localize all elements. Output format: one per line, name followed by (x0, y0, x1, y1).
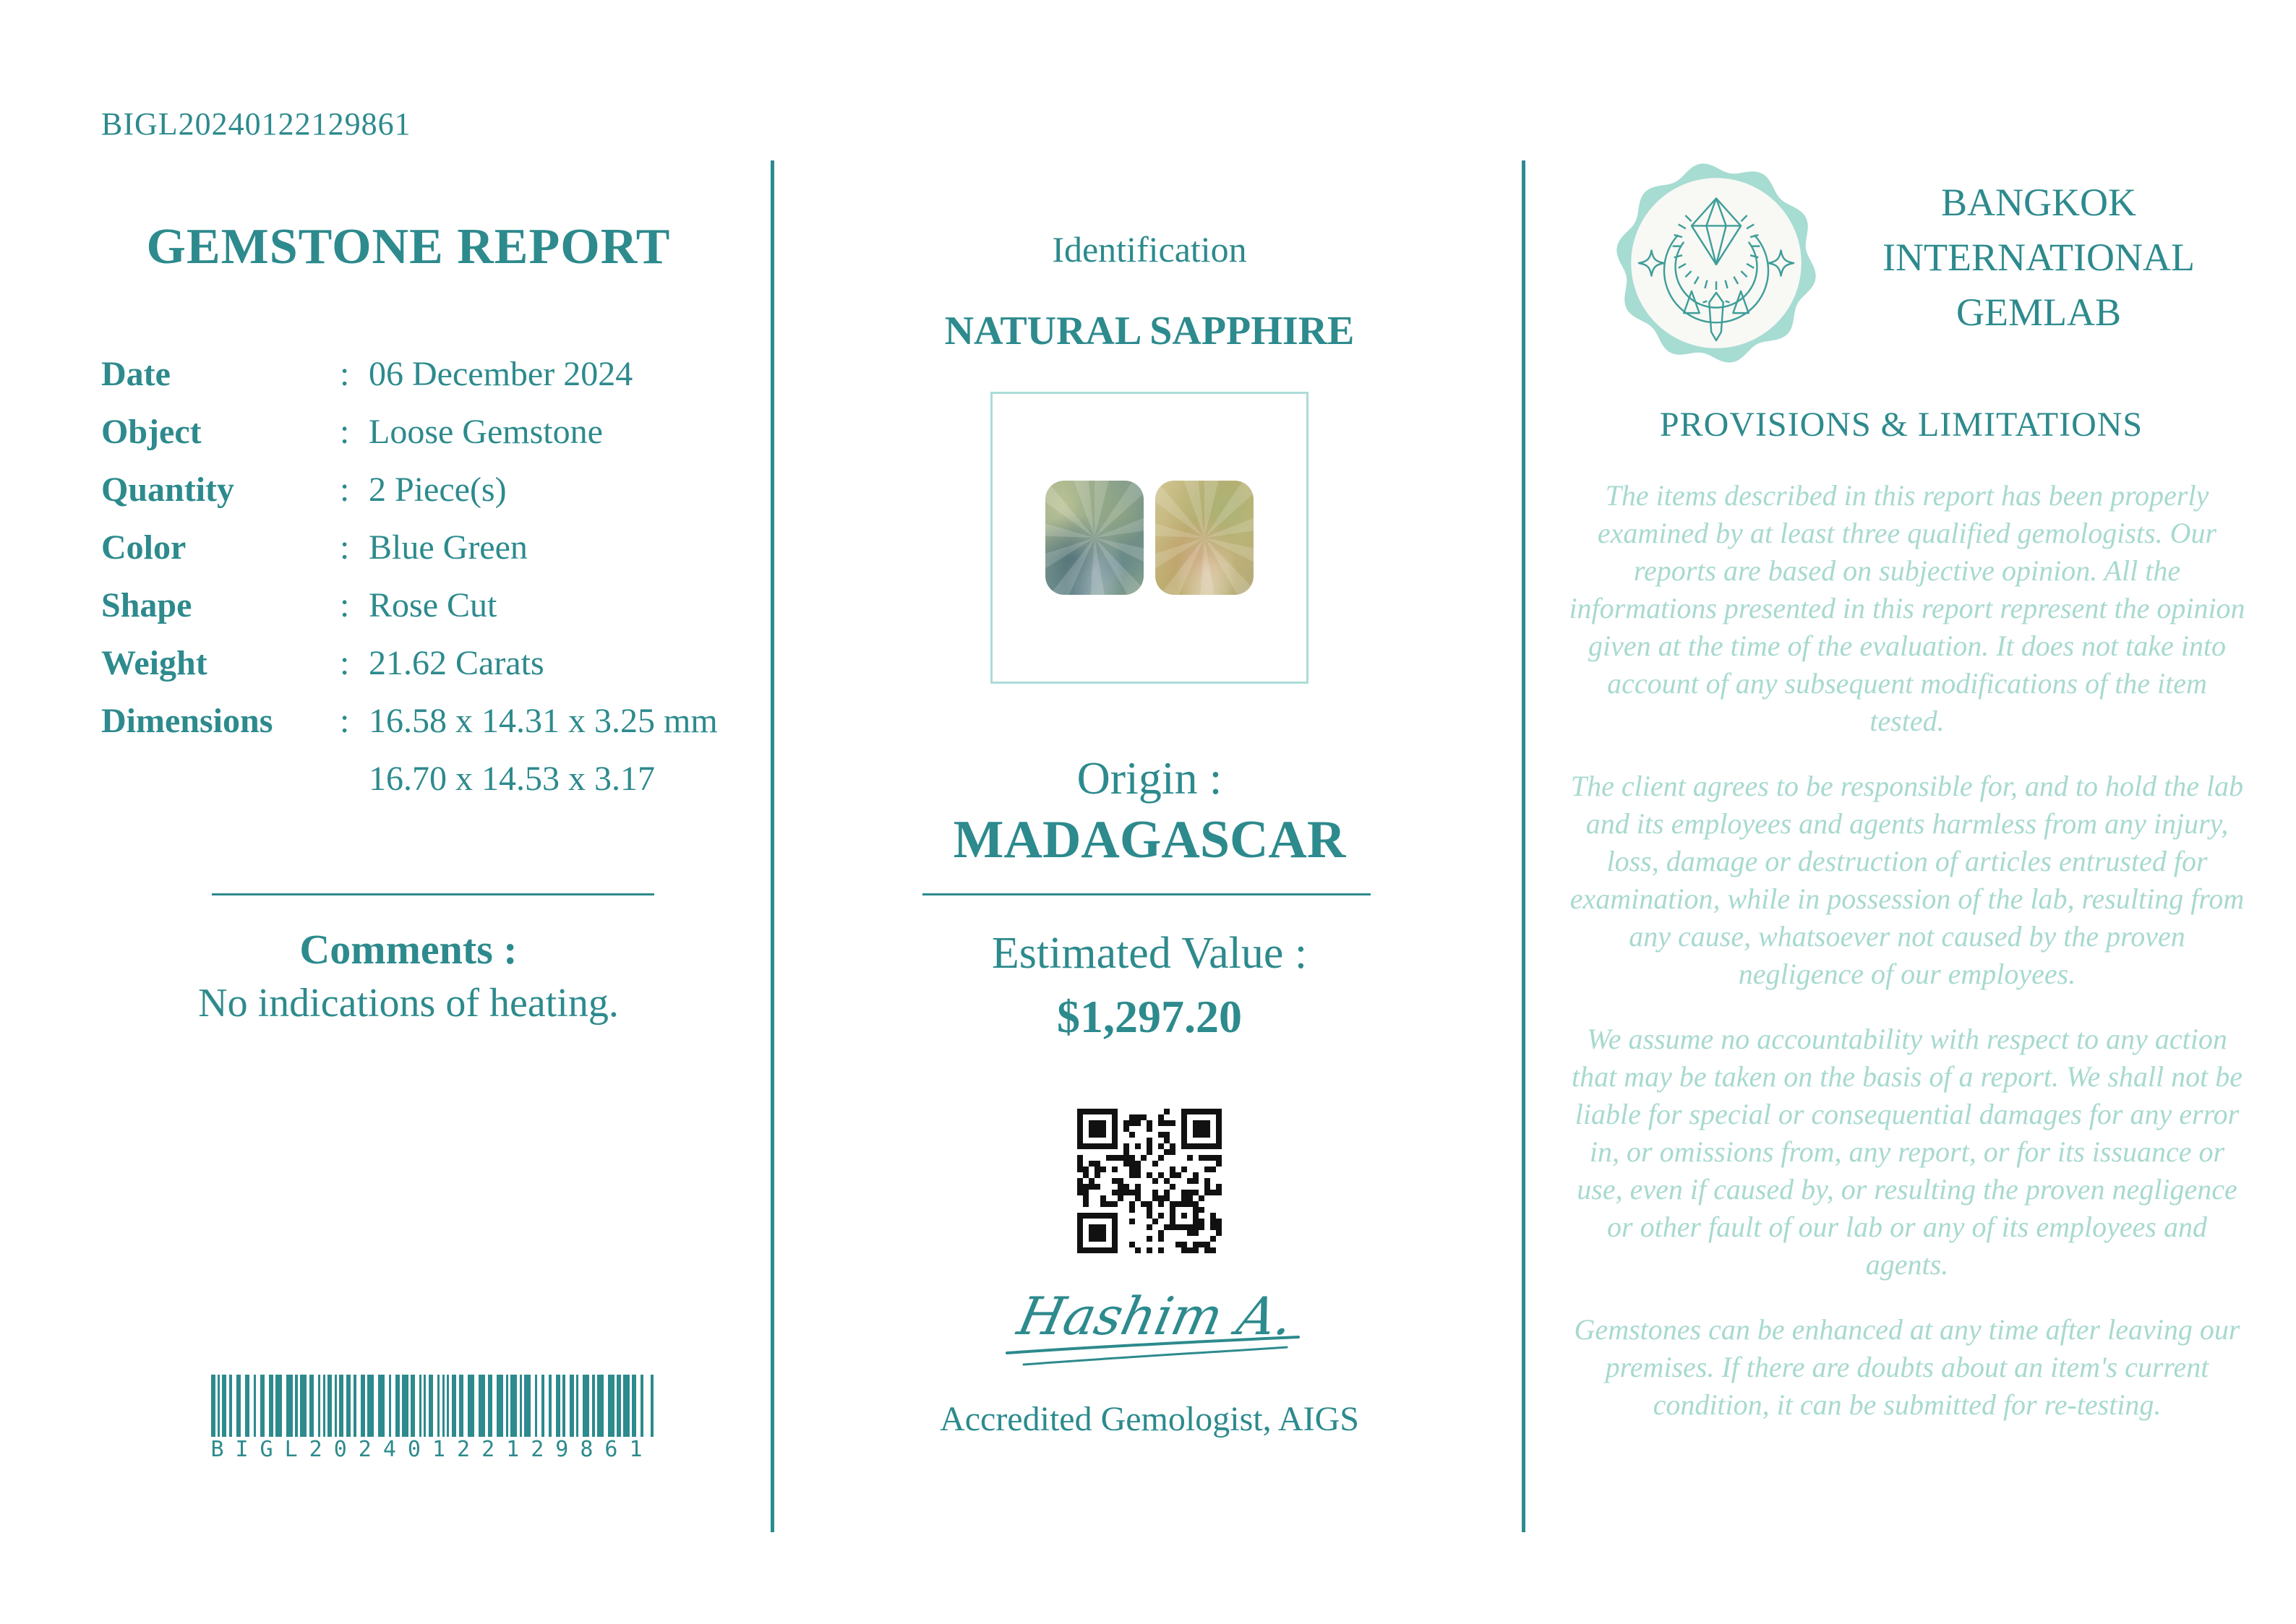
gemstone-photo (990, 392, 1308, 684)
column-divider-left (771, 160, 774, 1532)
provisions-paragraph-4: Gemstones can be enhanced at any time after leaving our premises. If there are doubts about an item's current condition, it can be submitted for re-testing. (1574, 1313, 2240, 1421)
field-value-weight: 21.62 Carats (369, 644, 544, 682)
report-fields (101, 345, 737, 808)
lab-name-line-2: INTERNATIONAL (1882, 236, 2195, 279)
field-value-color: Blue Green (369, 528, 528, 567)
field-row-color (101, 519, 737, 577)
signature (996, 1278, 1307, 1386)
field-colon: : (340, 528, 350, 567)
field-value-object: Loose Gemstone (369, 413, 603, 451)
provisions-paragraph-1: The items described in this report has been properly examined by at least three qualified gemologists. Our reports are based on subjective opinion. All the informations presented in this report represent the opinion given at the time of the evaluation. It does not take into account of any subsequent modifications of the item tested. (1569, 479, 2245, 737)
field-row-shape (101, 577, 737, 635)
field-label-dimensions: Dimensions (101, 702, 273, 740)
comments-heading: Comments : (299, 926, 518, 973)
field-value-date: 06 December 2024 (369, 355, 633, 393)
identification-heading: Identification (1052, 229, 1247, 270)
comments-divider (212, 893, 654, 895)
lab-name (1836, 175, 2241, 340)
field-colon: : (340, 644, 350, 682)
field-label-color: Color (101, 528, 187, 567)
species-name: NATURAL SAPPHIRE (944, 309, 1355, 353)
value-divider (922, 893, 1371, 895)
provisions-paragraph-3: We assume no accountability with respect to any action that may be taken on the basis of a report. We shall not be liable for special or consequential damages for any error in, or omissions from, any report, or for its issuance or use, even if caused by, or resulting the proven negligence or other fault of our lab or any of its employees and agents. (1571, 1023, 2243, 1281)
field-row-quantity (101, 461, 737, 519)
gemstone-image-left (1045, 481, 1144, 595)
column-divider-right (1522, 160, 1525, 1532)
field-colon: : (340, 355, 350, 393)
field-label-shape: Shape (101, 586, 192, 624)
lab-name-line-3: GEMLAB (1956, 291, 2121, 334)
lab-name-line-1: BANGKOK (1941, 181, 2136, 224)
barcode (211, 1375, 654, 1437)
field-row-object (101, 403, 737, 461)
lab-logo (1611, 158, 1822, 369)
report-title: GEMSTONE REPORT (146, 219, 671, 275)
signatory-title: Accredited Gemologist, AIGS (940, 1400, 1359, 1438)
signature-name: Hashim A. (1012, 1286, 1299, 1347)
field-value-shape: Rose Cut (369, 586, 497, 624)
qr-code (1077, 1109, 1222, 1253)
field-value-dimensions (369, 692, 737, 808)
field-value-quantity: 2 Piece(s) (369, 471, 507, 509)
estimated-value-amount: $1,297.20 (1057, 991, 1242, 1042)
barcode-text: BIGL20240122129861 (210, 1437, 654, 1462)
field-label-date: Date (101, 355, 171, 393)
dimensions-line-2: 16.70 x 14.53 x 3.17 (369, 760, 655, 798)
field-colon: : (340, 586, 350, 624)
gemstone-image-right (1155, 481, 1254, 595)
field-colon: : (340, 471, 350, 509)
field-row-date (101, 345, 737, 403)
estimated-value-label: Estimated Value : (991, 929, 1308, 978)
provisions-paragraph-2: The client agrees to be responsible for, and to hold the lab and its employees and agents harmless from any injury, loss, damage or destruction of articles entrusted for examination, while in possession of the lab, resulting from any cause, whatsoever not caused by the proven negligence of our employees. (1569, 770, 2245, 990)
field-colon: : (340, 702, 350, 740)
origin-value: MADAGASCAR (953, 810, 1346, 869)
provisions-heading: PROVISIONS & LIMITATIONS (1659, 405, 2143, 444)
field-row-weight (101, 635, 737, 692)
field-row-dimensions (101, 692, 737, 808)
field-label-quantity: Quantity (101, 471, 235, 509)
comments-text: No indications of heating. (198, 981, 619, 1026)
field-label-object: Object (101, 413, 202, 451)
field-colon: : (340, 413, 350, 451)
certificate-number: BIGL20240122129861 (101, 106, 411, 142)
provisions-text (1567, 477, 2247, 1451)
origin-label: Origin : (1076, 752, 1222, 804)
field-label-weight: Weight (101, 644, 207, 682)
dimensions-line-1: 16.58 x 14.31 x 3.25 mm (369, 702, 718, 740)
